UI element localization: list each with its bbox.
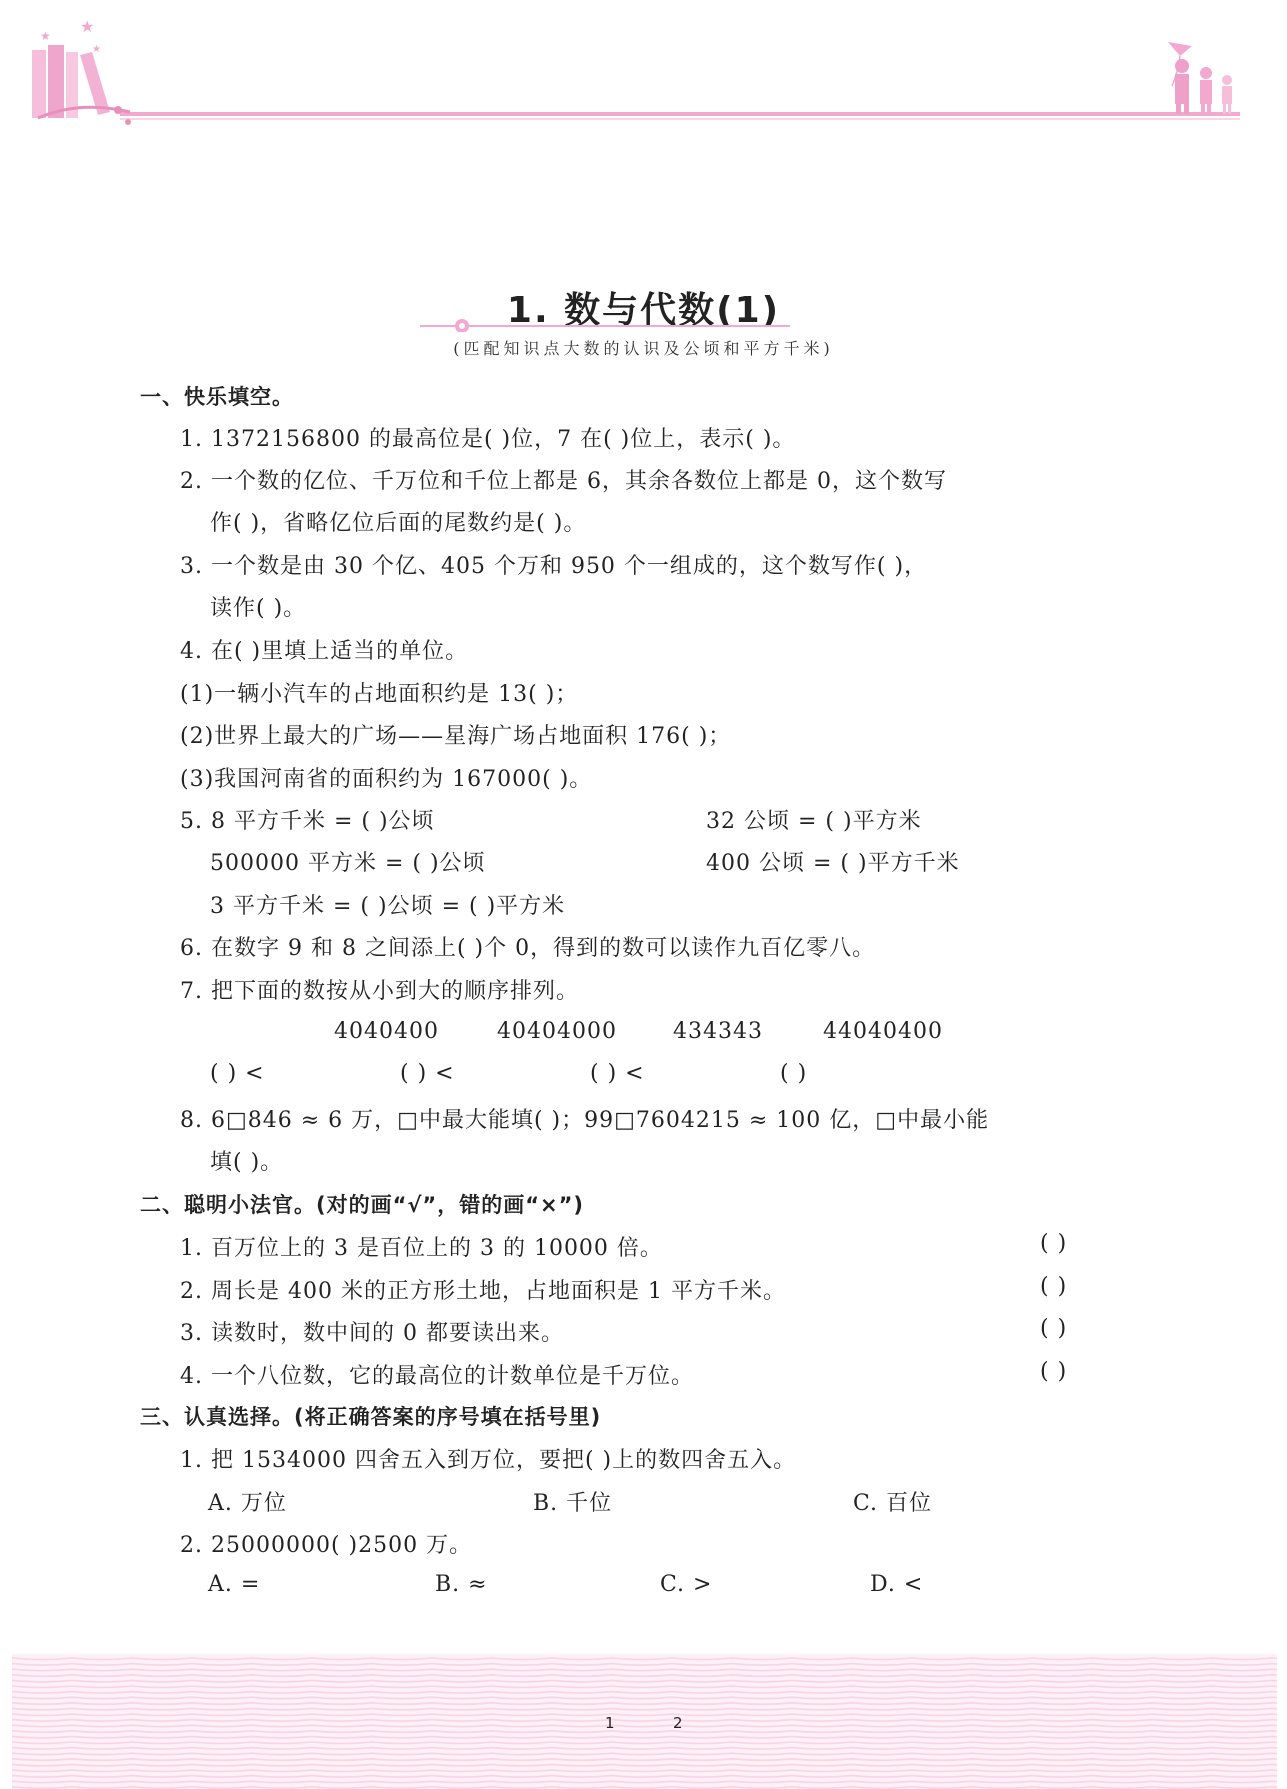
judge-blank: ( ) [1040,1359,1068,1384]
s1-q6: 6. 在数字 9 和 8 之间添上( )个 0，得到的数可以读作九百亿零八。 [180,936,876,961]
page-number-left: 1 [605,1714,615,1732]
q7-blank: ( ) [780,1061,808,1086]
q7-blank: ( ) < [210,1061,265,1086]
s1-q8-line1: 8. 6□846 ≈ 6 万，□中最大能填( )；99□7604215 ≈ 100 亿，□中最小能 [180,1108,990,1133]
kids-kite-icon [1168,42,1232,114]
title-underline [420,318,790,332]
s1-q2-line1: 2. 一个数的亿位、千万位和千位上都是 6，其余各数位上都是 0，这个数写 [180,469,947,494]
page-title: 1. 数与代数(1) [506,290,781,331]
s2-item: 2. 周长是 400 米的正方形土地，占地面积是 1 平方千米。 [180,1279,786,1304]
s1-q3-line1: 3. 一个数是由 30 个亿、405 个万和 950 个一组成的，这个数写作( )， [180,554,928,579]
q7-blank: ( ) < [400,1061,455,1086]
s1-q5-row1-left: 5. 8 平方千米 = ( )公顷 [180,809,435,834]
s1-q5-row2-left: 500000 平方米 = ( )公顷 [210,851,486,876]
judge-blank: ( ) [1040,1274,1068,1299]
q7-number: 4040400 [334,1019,439,1044]
s3-q2-option: B. ≈ [435,1572,488,1597]
s3-q1-option: B. 千位 [533,1491,613,1516]
s1-q8-line2: 填( )。 [210,1150,284,1175]
books-logo-icon [32,17,131,125]
s3-q2-option: D. < [870,1572,924,1597]
s1-q4-1: (1)一辆小汽车的占地面积约是 13( )； [180,682,579,707]
s3-q2-option: C. > [660,1572,713,1597]
s1-q4-2: (2)世界上最大的广场——星海广场占地面积 176( )； [180,724,732,749]
q7-blank: ( ) < [590,1061,645,1086]
s1-q2-line2: 作( )，省略亿位后面的尾数约是( )。 [210,511,587,536]
s1-q4: 4. 在( )里填上适当的单位。 [180,639,469,664]
s2-item: 3. 读数时，数中间的 0 都要读出来。 [180,1321,564,1346]
page-number-right: 2 [673,1714,683,1732]
s1-q7: 7. 把下面的数按从小到大的顺序排列。 [180,979,579,1004]
judge-blank: ( ) [1040,1231,1068,1256]
s1-q3-line2: 读作( )。 [210,596,307,621]
s3-q1: 1. 把 1534000 四舍五入到万位，要把( )上的数四舍五入。 [180,1448,797,1473]
s2-item: 1. 百万位上的 3 是百位上的 3 的 10000 倍。 [180,1236,663,1261]
footer-wave-band [12,1654,1277,1789]
svg-text:★: ★ [40,29,51,43]
section-1-heading: 一、快乐填空。 [140,385,294,409]
judge-blank: ( ) [1040,1316,1068,1341]
s1-q5-row3: 3 平方千米 = ( )公顷 = ( )平方米 [210,894,566,919]
s3-q2-option: A. = [208,1572,261,1597]
s3-q1-option: A. 万位 [208,1491,287,1516]
page-subtitle: (匹配知识点大数的认识及公顷和平方千米) [453,339,834,358]
svg-text:★: ★ [92,44,101,55]
s1-q4-3: (3)我国河南省的面积约为 167000( )。 [180,767,593,792]
s1-q1: 1. 1372156800 的最高位是( )位，7 在( )位上，表示( )。 [180,427,796,452]
s1-q5-row2-right: 400 公顷 = ( )平方千米 [706,851,960,876]
q7-number: 434343 [673,1019,763,1044]
section-3-heading: 三、认真选择。(将正确答案的序号填在括号里) [140,1405,602,1429]
s1-q5-row1-right: 32 公顷 = ( )平方米 [706,809,922,834]
q7-number: 44040400 [823,1019,943,1044]
s3-q1-option: C. 百位 [853,1491,933,1516]
svg-text:★: ★ [80,17,95,36]
s2-item: 4. 一个八位数，它的最高位的计数单位是千万位。 [180,1364,694,1389]
s3-q2: 2. 25000000( )2500 万。 [180,1533,473,1558]
q7-number: 40404000 [497,1019,617,1044]
header-decoration [0,0,1287,140]
section-2-heading: 二、聪明小法官。(对的画“√”，错的画“×”) [140,1193,585,1217]
